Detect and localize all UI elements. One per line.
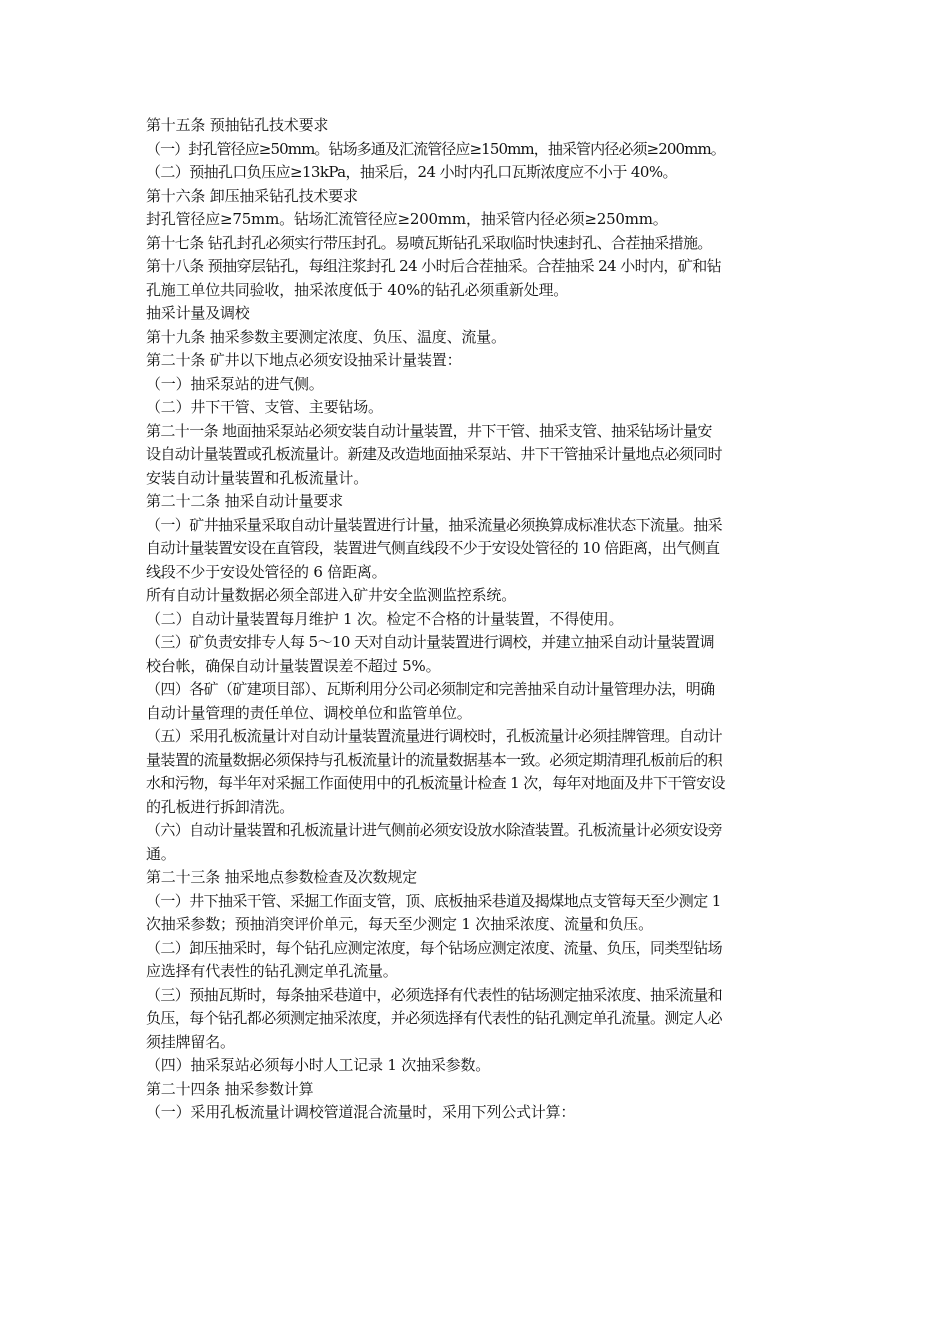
article-22-item-1-line-3: 线段不少于安设处管径的 6 倍距离。 [146, 562, 387, 581]
article-21-text-line-2: 设自动计量装置或孔板流量计。新建及改造地面抽采泵站、井下干管抽采计量地点必须同时 [146, 445, 723, 463]
article-22-note: 所有自动计量数据必须全部进入矿井安全监测监控系统。 [146, 586, 517, 604]
article-23-item-3-line-1: （三）预抽瓦斯时，每条抽采巷道中，必须选择有代表性的钻场测定抽采浓度、抽采流量和 [146, 985, 723, 1004]
article-23-item-1-line-1: （一）井下抽采干管、采掘工作面支管，顶、底板抽采巷道及揭煤地点支管每天至少测定 1 [146, 891, 721, 910]
article-23-item-2-line-1: （二）卸压抽采时，每个钻孔应测定浓度，每个钻场应测定浓度、流量、负压，同类型钻场 [146, 938, 723, 957]
article-21-text-line-1: 第二十一条 地面抽采泵站必须安装自动计量装置，井下干管、抽采支管、抽采钻场计量安 [146, 421, 712, 440]
article-15-item-1: （一）封孔管径应≥50mm。钻场多通及汇流管径应≥150mm，抽采管内径必须≥200mm。 [146, 139, 725, 158]
article-22-item-5-line-2: 量装置的流量数据必须保持与孔板流量计的流量数据基本一致。必须定期清理孔板前后的积 [146, 750, 723, 769]
article-22-item-5-line-3: 水和污物，每半年对采掘工作面使用中的孔板流量计检查 1 次，每年对地面及井下干管安设 [146, 774, 725, 792]
article-22-item-5-line-1: （五）采用孔板流量计对自动计量装置流量进行调校时，孔板流量计必须挂牌管理。自动计 [146, 727, 723, 745]
article-23-heading: 第二十三条 抽采地点参数检查及次数规定 [146, 868, 417, 886]
article-22-item-3-line-2: 校台帐，确保自动计量装置误差不超过 5%。 [146, 656, 441, 675]
document-body [146, 114, 812, 1125]
article-22-item-2: （二）自动计量装置每月维护 1 次。检定不合格的计量装置，不得使用。 [146, 609, 624, 628]
article-23-item-3-line-2: 负压，每个钻孔都必须测定抽采浓度，并必须选择有代表性的钻孔测定单孔流量。测定人必 [146, 1009, 723, 1027]
article-16-text: 封孔管径应≥75mm。钻场汇流管径应≥200mm，抽采管内径必须≥250mm。 [146, 210, 668, 228]
article-22-item-5-line-4: 的孔板进行拆卸清洗。 [146, 797, 295, 816]
article-22-item-1-line-2: 自动计量装置安设在直管段，装置进气侧直线段不少于安设处管径的 10 倍距离，出气侧直 [146, 539, 720, 557]
article-22-heading: 第二十二条 抽采自动计量要求 [146, 492, 343, 510]
article-18-text-line-2: 孔施工单位共同验收，抽采浓度低于 40%的钻孔必须重新处理。 [146, 280, 569, 299]
article-22-item-1-line-1: （一）矿井抽采量采取自动计量装置进行计量，抽采流量必须换算成标准状态下流量。抽采 [146, 515, 723, 534]
article-24-item-1: （一）采用孔板流量计调校管道混合流量时，采用下列公式计算： [146, 1103, 576, 1121]
article-22-item-6-line-1: （六）自动计量装置和孔板流量计进气侧前必须安设放水除渣装置。孔板流量计必须安设旁 [146, 821, 723, 839]
article-20-item-2: （二）井下干管、支管、主要钻场。 [146, 398, 383, 416]
article-23-item-2-line-2: 应选择有代表性的钻孔测定单孔流量。 [146, 962, 398, 980]
section-heading-metering: 抽采计量及调校 [146, 304, 250, 322]
article-21-text-line-3: 安装自动计量装置和孔板流量计。 [146, 468, 369, 487]
article-22-item-6-line-2: 通。 [146, 844, 176, 863]
article-23-item-4: （四）抽采泵站必须每小时人工记录 1 次抽采参数。 [146, 1056, 491, 1074]
article-23-item-1-line-2: 次抽采参数；预抽消突评价单元，每天至少测定 1 次抽采浓度、流量和负压。 [146, 915, 653, 933]
article-15-item-2: （二）预抽孔口负压应≥13kPa，抽采后，24 小时内孔口瓦斯浓度应不小于 40%。 [146, 163, 677, 181]
article-24-heading: 第二十四条 抽采参数计算 [146, 1079, 314, 1098]
article-19-text: 第十九条 抽采参数主要测定浓度、负压、温度、流量。 [146, 327, 506, 346]
article-20-item-1: （一）抽采泵站的进气侧。 [146, 374, 324, 393]
article-17-text: 第十七条 钻孔封孔必须实行带压封孔。易喷瓦斯钻孔采取临时快速封孔、合茬抽采措施。 [146, 233, 712, 252]
article-15-heading: 第十五条 预抽钻孔技术要求 [146, 116, 329, 134]
article-18-text-line-1: 第十八条 预抽穿层钻孔，每组注浆封孔 24 小时后合茬抽采。合茬抽采 24 小时内，矿和钻 [146, 257, 722, 275]
article-20-text: 第二十条 矿井以下地点必须安设抽采计量装置： [146, 351, 462, 369]
article-23-item-3-line-3: 须挂牌留名。 [146, 1032, 235, 1051]
article-22-item-4-line-1: （四）各矿（矿建项目部）、瓦斯利用分公司必须制定和完善抽采自动计量管理办法，明确 [146, 680, 715, 698]
article-22-item-3-line-1: （三）矿负责安排专人每 5～10 天对自动计量装置进行调校，并建立抽采自动计量装置调 [146, 633, 714, 651]
article-22-item-4-line-2: 自动计量管理的责任单位、调校单位和监管单位。 [146, 703, 472, 722]
article-16-heading: 第十六条 卸压抽采钻孔技术要求 [146, 186, 358, 205]
